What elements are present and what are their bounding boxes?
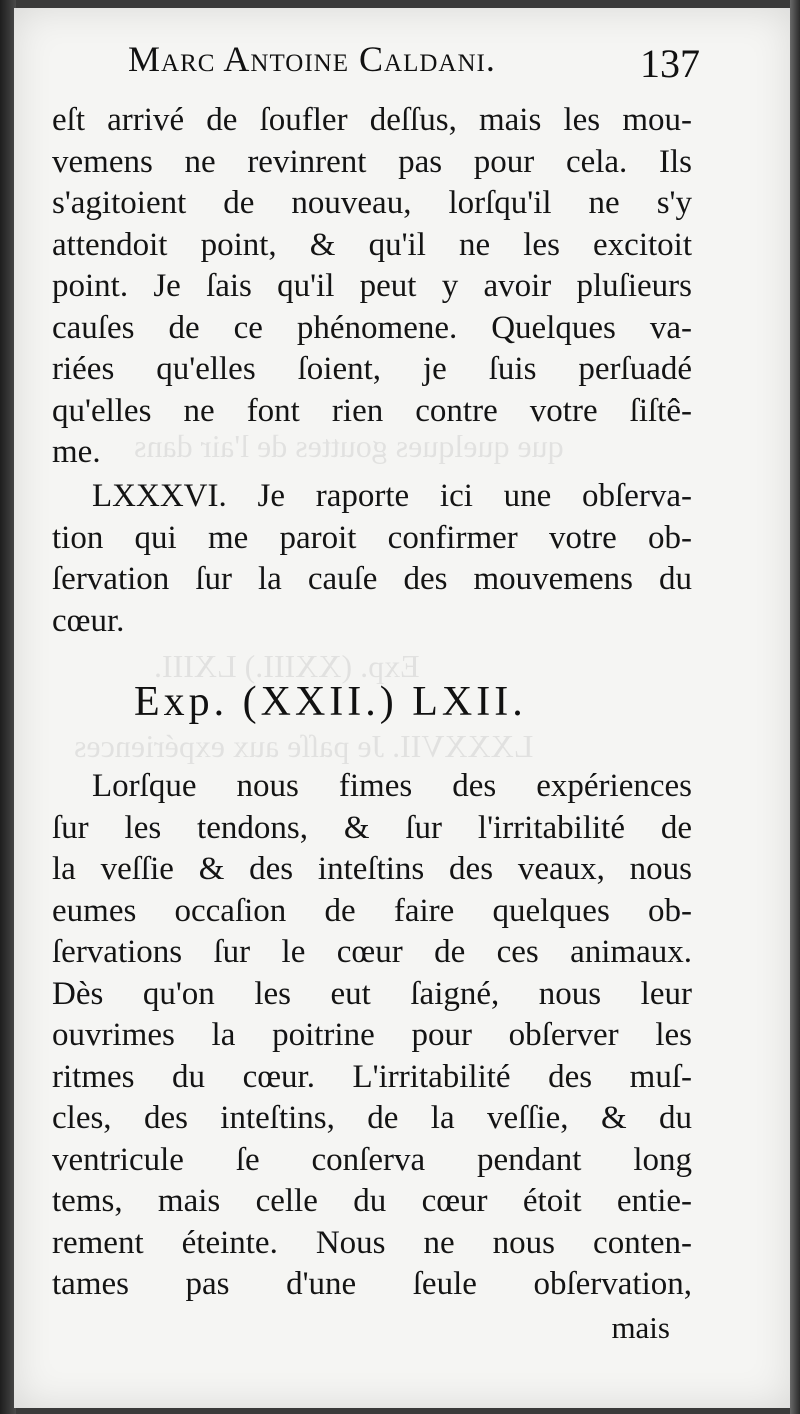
text-line: cles, des inteſtins, de la veſſie, & du xyxy=(52,1100,692,1136)
text-line: me. xyxy=(52,434,101,470)
text-line: la veſſie & des inteſtins des veaux, nous xyxy=(52,851,692,887)
show-through-text: Exp. (XXIII.) LXIII. xyxy=(154,648,420,684)
text-line: ſervation ſur la cauſe des mouvemens du xyxy=(52,561,692,597)
text-line: cœur. xyxy=(52,602,125,639)
page-number: 137 xyxy=(640,41,700,86)
text-line: Dès qu'on les eut ſaigné, nous leur xyxy=(52,975,692,1012)
paragraph-experiment xyxy=(52,766,692,1306)
show-through-text: que quelques gouttes de l'air dans xyxy=(134,428,564,464)
text-line: eſt arrivé de ſoufler deſſus, mais les mou- xyxy=(52,102,692,138)
running-header xyxy=(110,30,700,90)
running-title: Marc Antoine Caldani. xyxy=(128,39,496,79)
catchword: mais xyxy=(611,1310,670,1345)
page-edge-shadow xyxy=(790,0,800,1414)
text-line: vemens ne revinrent pas pour cela. Ils xyxy=(52,143,692,180)
text-line: ſervations ſur le cœur de ces animaux. xyxy=(52,934,692,970)
text-line: cauſes de ce phénomene. Quelques va- xyxy=(52,309,692,346)
text-line: Lorſque nous fimes des expériences xyxy=(92,768,692,804)
text-line: qu'elles ne font rien contre votre ſiſtê- xyxy=(52,392,692,429)
text-line: LXXXVI. Je raporte ici une obſerva- xyxy=(92,478,692,514)
text-line: tion qui me paroit confirmer votre ob- xyxy=(52,519,692,556)
text-line: eumes occaſion de faire quelques ob- xyxy=(52,892,692,929)
text-line: tems, mais celle du cœur étoit entie- xyxy=(52,1183,692,1219)
section-heading: Exp. (XXII.) LXII. xyxy=(134,679,527,725)
show-through-text: LXXXVII. Je paſſe aux expériences xyxy=(74,728,534,764)
book-page xyxy=(14,8,792,1408)
paragraph-lxxxvi xyxy=(52,476,692,642)
text-line: s'agitoient de nouveau, lorſqu'il ne s'y xyxy=(52,185,692,221)
paragraph-continuation xyxy=(52,100,692,474)
text-line: point. Je ſais qu'il peut y avoir pluſieurs xyxy=(52,268,692,304)
text-line: attendoit point, & qu'il ne les excitoit xyxy=(52,226,692,263)
text-line: ritmes du cœur. L'irritabilité des muſ- xyxy=(52,1058,692,1095)
text-line: riées qu'elles ſoient, je ſuis perſuadé xyxy=(52,351,692,387)
text-line: rement éteinte. Nous ne nous conten- xyxy=(52,1224,692,1261)
text-line: ventricule ſe conſerva pendant long xyxy=(52,1141,692,1178)
text-line: ſur les tendons, & ſur l'irritabilité de xyxy=(52,809,692,846)
text-line: ouvrimes la poitrine pour obſerver les xyxy=(52,1017,692,1053)
text-line: tames pas d'une ſeule obſervation, xyxy=(52,1266,692,1302)
